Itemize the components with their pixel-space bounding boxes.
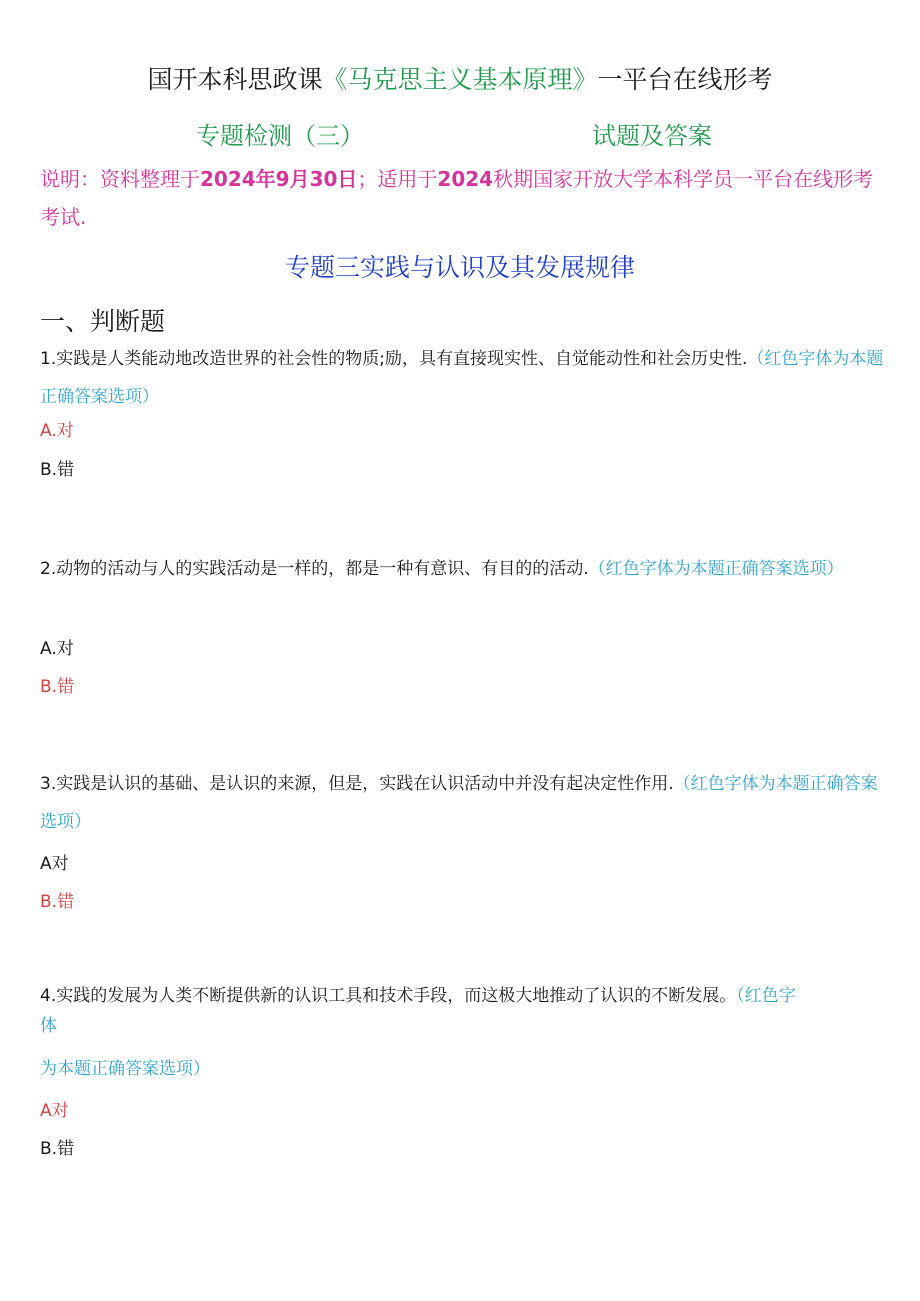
question-1-text: 1.实践是人类能动地改造世界的社会性的物质;励，具有直接现实性、自觉能动性和社会历史性.: [40, 349, 748, 369]
title-suffix: 一平台在线形考: [597, 65, 773, 94]
question-4-hint-line-3: 为本题正确答案选项）: [40, 1059, 210, 1079]
document-title: [0, 60, 920, 96]
title-prefix: 国开本科思政课: [147, 65, 323, 94]
question-1-hint: （红色字体为本题正确答案选项）: [40, 349, 884, 407]
question-1-option-b: B.错: [40, 460, 75, 480]
topic-title: 专题三实践与认识及其发展规律: [284, 253, 635, 282]
subtitle-right: 试题及答案: [592, 122, 712, 150]
question-1-option-a: A.对: [40, 421, 74, 441]
title-course-name: 《马克思主义基本原理》: [322, 65, 598, 94]
question-3: [40, 765, 885, 841]
note-date: 2024年9月30日: [200, 167, 358, 191]
document-note: [40, 160, 890, 236]
question-3-text: 3.实践是认识的基础、是认识的来源，但是，实践在认识活动中并没有起决定性作用.: [40, 774, 674, 794]
question-4-hint-line-2: 体: [40, 1016, 57, 1036]
question-2-text: 2.动物的活动与人的实践活动是一样的，都是一种有意识、有目的的活动.: [40, 559, 589, 579]
question-4: [40, 981, 885, 1041]
question-1: [40, 340, 885, 416]
subtitle-left: 专题检测（三）: [196, 122, 364, 150]
question-2-option-a: A.对: [40, 639, 74, 659]
question-2-option-b: B.错: [40, 677, 75, 697]
question-2-hint: （红色字体为本题正确答案选项）: [588, 559, 844, 579]
question-4-option-b: B.错: [40, 1139, 75, 1159]
question-3-option-b: B.错: [40, 892, 75, 912]
note-part-3: 秋期国家开放大学本科学员一平台在线形考考试.: [40, 167, 874, 229]
question-3-option-a: A对: [40, 854, 69, 874]
note-part-1: 说明：资料整理于: [40, 167, 200, 191]
note-term: 2024: [437, 167, 494, 191]
question-4-option-a: A对: [40, 1101, 69, 1121]
question-4-text: 4.实践的发展为人类不断提供新的认识工具和技术手段，而这极大地推动了认识的不断发展。: [40, 986, 737, 1006]
note-part-2: ；适用于: [357, 167, 438, 191]
section-title: 一、判断题: [40, 307, 166, 336]
question-2: [40, 550, 885, 588]
question-4-hint-line-1: （红色字: [736, 986, 796, 1006]
question-3-hint: （红色字体为本题正确答案选项）: [40, 774, 878, 832]
